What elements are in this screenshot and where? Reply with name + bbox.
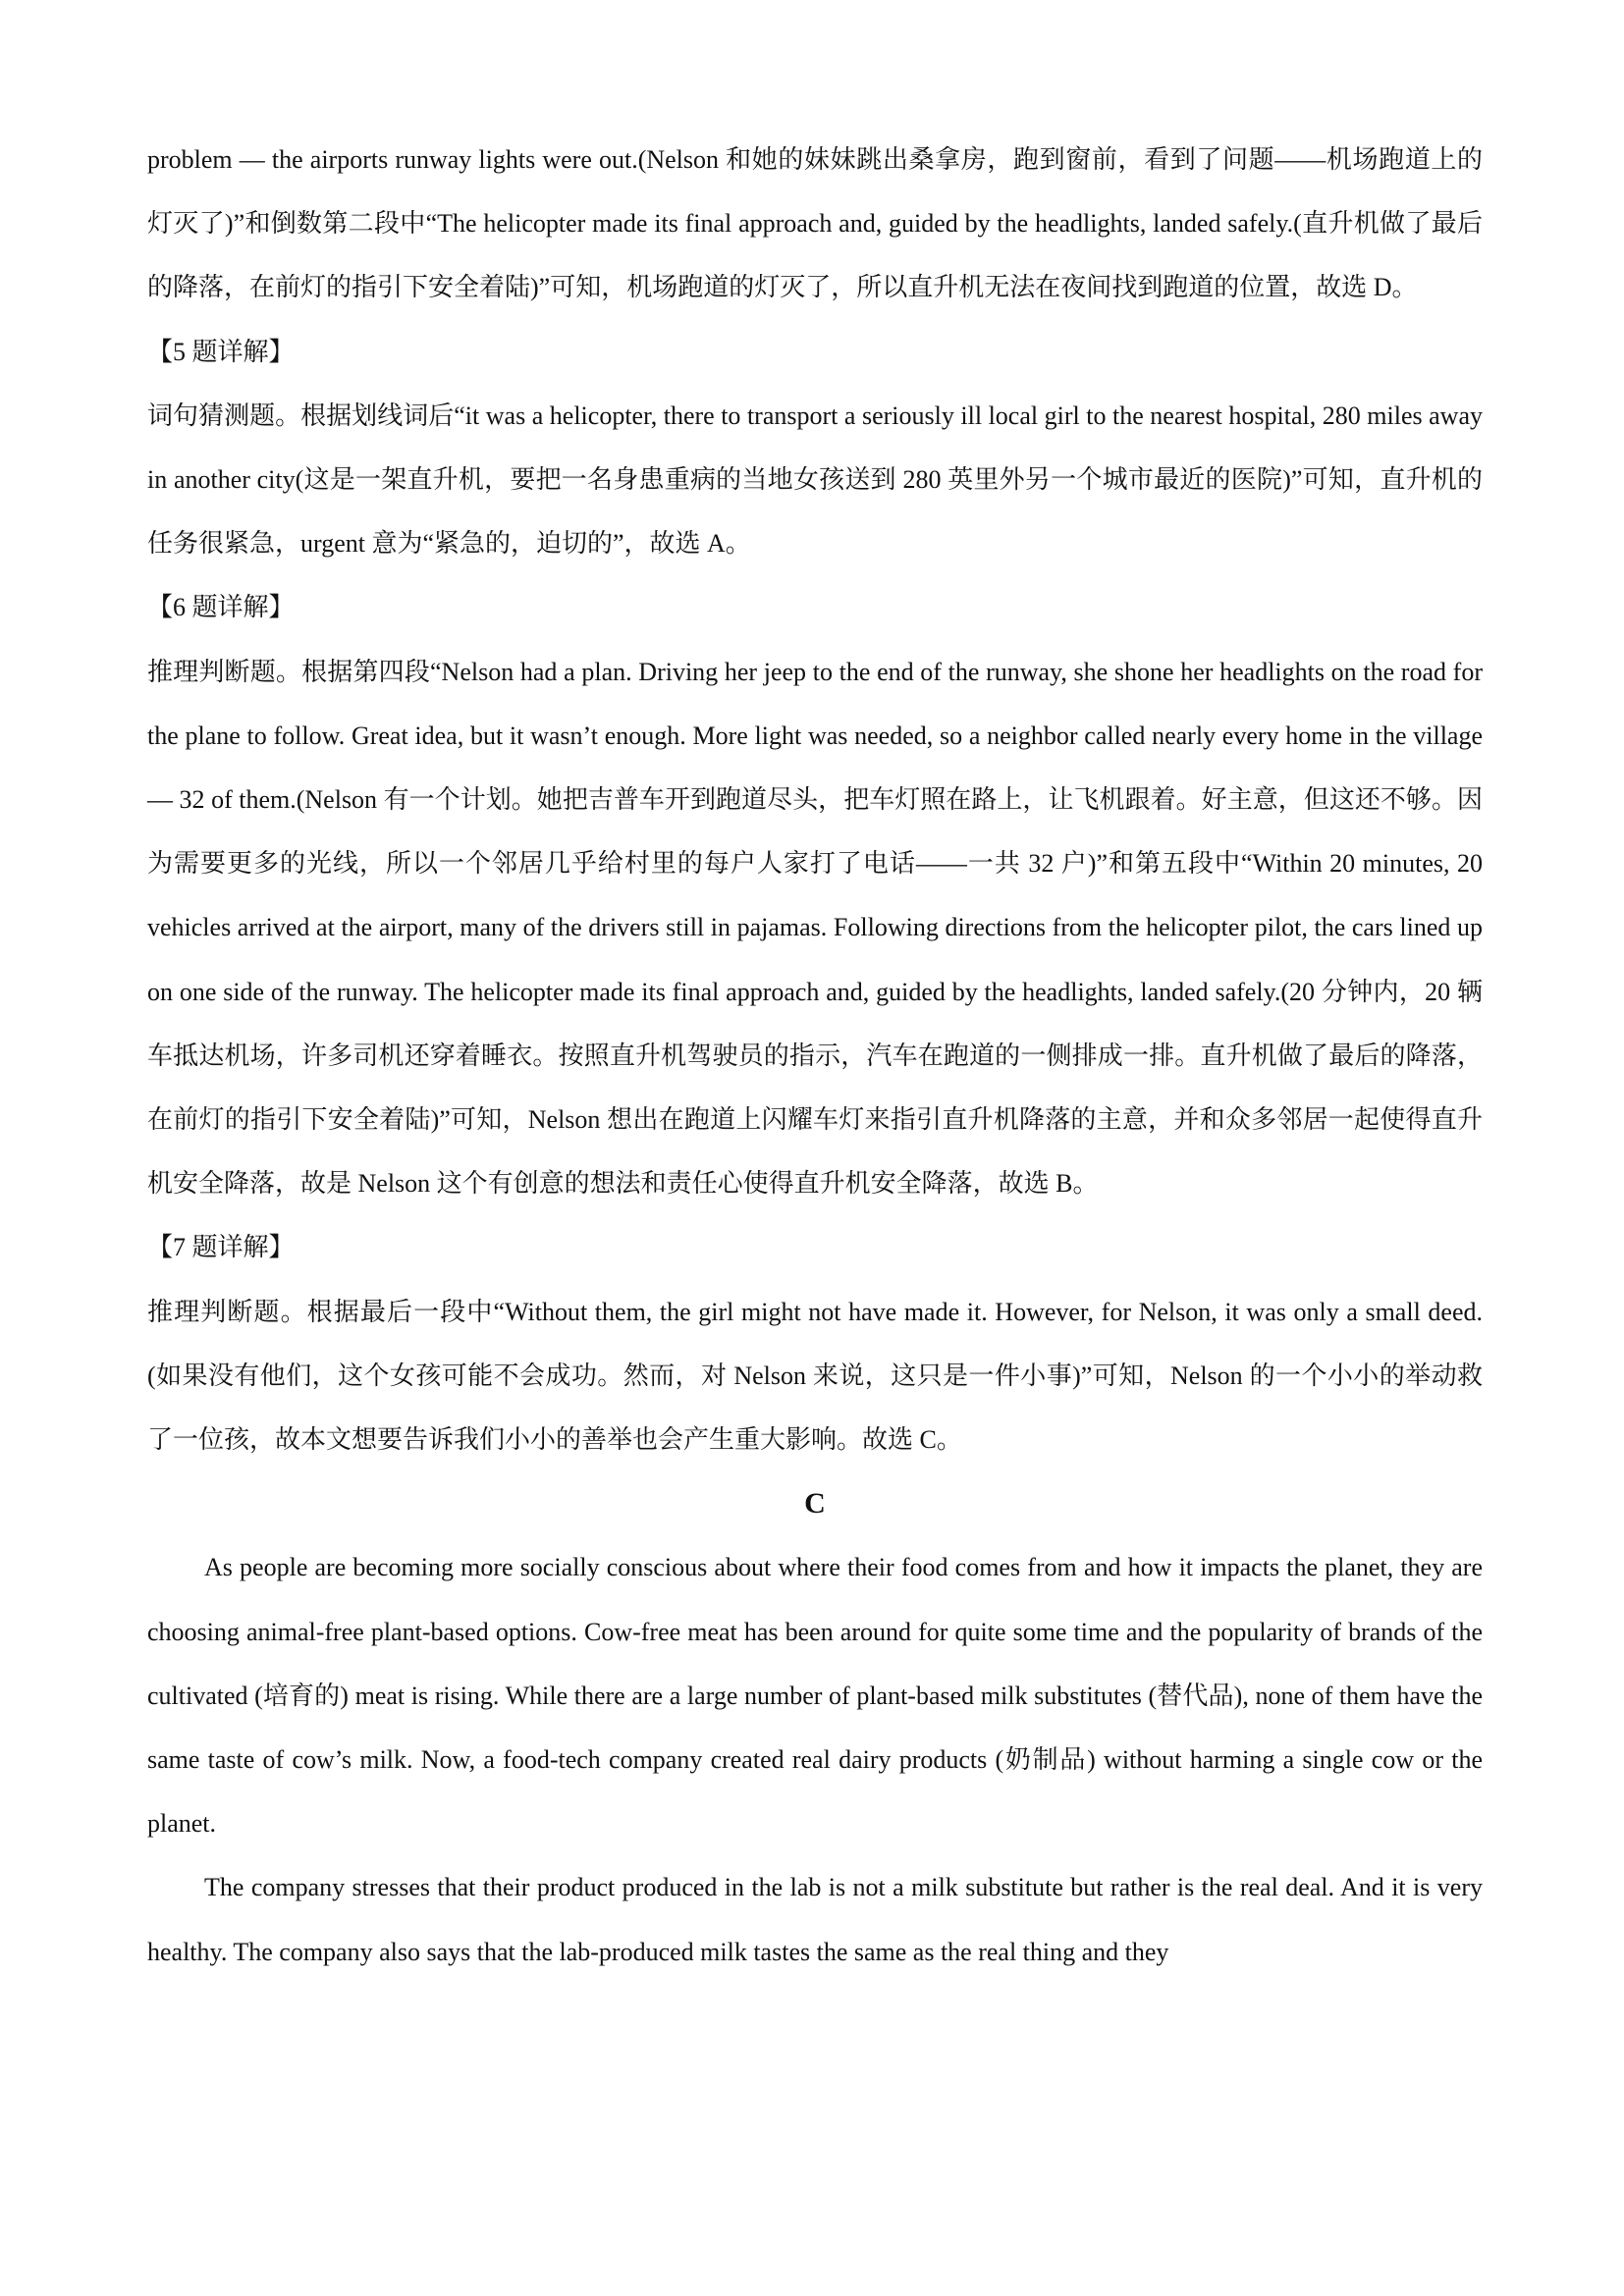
answer-4-explanation-continued: problem — the airports runway lights were out.(Nelson 和她的妹妹跳出桑拿房，跑到窗前，看到了问题——机场跑道上的灯灭了)”和倒数第二段中“The helicopter made its final approach and, guided by the headlights, landed safely.(直升机做了最后的降落，在前灯的指引下安全着陆)”可知，机场跑道的灯灭了，所以直升机无法在夜间找到跑道的位置，故选 D。	[147, 145, 1483, 302]
question-6-heading: 【6 题详解】	[147, 593, 295, 622]
passage-c-paragraph-2: The company stresses that their product produced in the lab is not a milk substitute but rather is the real deal. And it is very healthy. The company also says that the lab-produced milk tastes the same as the real thing and they	[147, 1873, 1483, 1966]
answer-6-explanation: 推理判断题。根据第四段“Nelson had a plan. Driving her jeep to the end of the runway, she shone her headlights on the road for the plane to follow. Great idea, but it wasn’t enough. More light was needed, so a neighbor called nearly every home in the village — 32 of them.(Nelson 有一个计划。她把吉普车开到跑道尽头，把车灯照在路上，让飞机跟着。好主意，但这还不够。因为需要更多的光线，所以一个邻居几乎给村里的每户人家打了电话——一共 32 户)”和第五段中“Within 20 minutes, 20 vehicles arrived at the airport, many of the drivers still in pajamas. Following directions from the helicopter pilot, the cars lined up on one side of the runway. The helicopter made its final approach and, guided by the headlights, landed safely.(20 分钟内，20 辆车抵达机场，许多司机还穿着睡衣。按照直升机驾驶员的指示，汽车在跑道的一侧排成一排。直升机做了最后的降落，在前灯的指引下安全着陆)”可知，Nelson 想出在跑道上闪耀车灯来指引直升机降落的主意，并和众多邻居一起使得直升机安全降落，故是 Nelson 这个有创意的想法和责任心使得直升机安全降落，故选 B。	[147, 657, 1483, 1199]
section-c-title: C	[804, 1487, 826, 1521]
question-5-heading: 【5 题详解】	[147, 337, 295, 366]
answer-5-explanation: 词句猜测题。根据划线词后“it was a helicopter, there to transport a seriously ill local girl to the nearest hospital, 280 miles away in another city(这是一架直升机，要把一名身患重病的当地女孩送到 280 英里外另一个城市最近的医院)”可知，直升机的任务很紧急，urgent 意为“紧急的，迫切的”，故选 A。	[147, 400, 1483, 559]
answer-7-explanation: 推理判断题。根据最后一段中“Without them, the girl might not have made it. However, for Nelson, it was only a small deed.(如果没有他们，这个女孩可能不会成功。然而，对 Nelson 来说，这只是一件小事)”可知，Nelson 的一个小小的举动救了一位孩，故本文想要告诉我们小小的善举也会产生重大影响。故选 C。	[147, 1297, 1483, 1455]
question-7-heading: 【7 题详解】	[147, 1233, 295, 1262]
document-page	[147, 128, 1483, 1984]
passage-c-paragraph-1: As people are becoming more socially conscious about where their food comes from and how it impacts the planet, they are choosing animal-free plant-based options. Cow-free meat has been around for quite some time and the popularity of brands of the cultivated (培育的) meat is rising. While there are a large number of plant-based milk substitutes (替代品), none of them have the same taste of cow’s milk. Now, a food-tech company created real dairy products (奶制品) without harming a single cow or the planet.	[147, 1553, 1483, 1839]
